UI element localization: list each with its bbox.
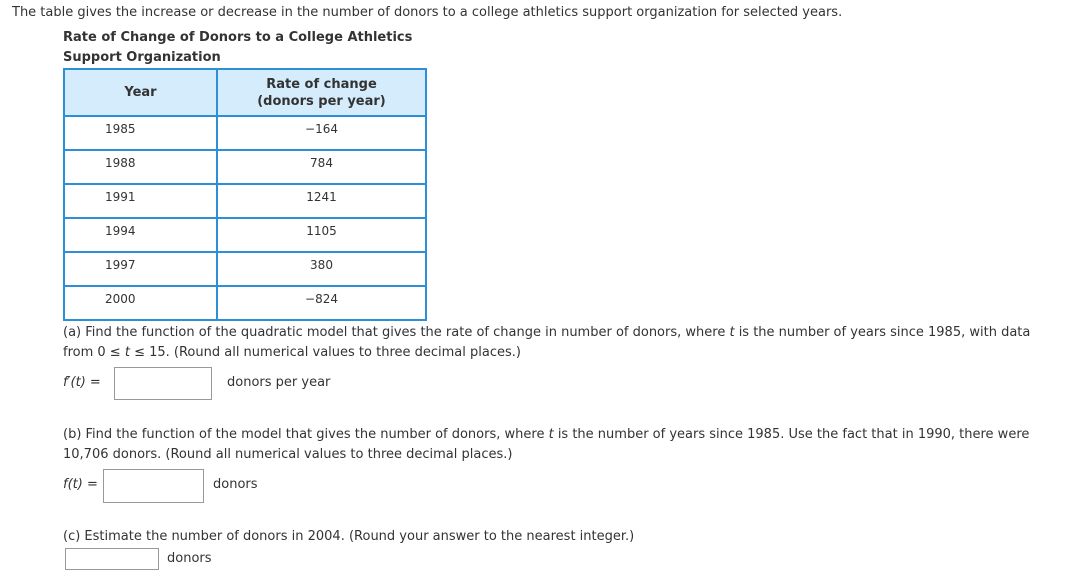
intro-text: The table gives the increase or decrease in the number of donors to a college athletics support organization for selected years. (12, 5, 843, 20)
part-a-text: (a) Find the function of the quadratic model that gives the rate of change in number of donors, where (63, 325, 730, 340)
donors-table (63, 68, 427, 321)
part-c-year: 2004 (307, 529, 341, 544)
rate-cell: −824 (217, 286, 426, 320)
rate-cell: 1105 (217, 218, 426, 252)
part-b-text-cont: is the number of years since 1985. Use the fact that in 1990, there were (553, 427, 1030, 442)
equals-sign: = (89, 375, 101, 390)
part-a-domain-text: from 0 ≤ (63, 345, 125, 360)
part-b-text: (b) Find the function of the model that gives the number of donors, where (63, 427, 549, 442)
part-b-unit: donors (213, 477, 258, 492)
variable-t: t (729, 325, 735, 340)
part-c-text-cont: . (Round your answer to the nearest integer.) (340, 529, 635, 544)
table-title-cont: Support Organization (63, 50, 221, 65)
column-header-rate-line1: Rate of change (266, 76, 377, 92)
part-a-unit: donors per year (227, 375, 331, 390)
year-cell: 1994 (64, 218, 217, 252)
table-row (64, 116, 426, 150)
column-header-year: Year (64, 69, 217, 116)
variable-t: t (548, 427, 554, 442)
part-a-question (63, 325, 1030, 340)
part-a-answer-input[interactable] (114, 367, 212, 400)
year-cell: 2000 (64, 286, 217, 320)
year-cell: 1988 (64, 150, 217, 184)
column-header-rate (217, 69, 426, 116)
year-cell: 1985 (64, 116, 217, 150)
f-prime-label: f′(t) (63, 375, 86, 390)
part-c-text: (c) Estimate the number of donors in (63, 529, 308, 544)
part-a-round-text: ≤ 15. (Round all numerical values to three decimal places.) (129, 345, 521, 360)
table-header-row (64, 69, 426, 116)
table-row (64, 252, 426, 286)
part-b-question-line2: 10,706 donors. (Round all numerical values to three decimal places.) (63, 447, 513, 462)
part-c-question (63, 529, 634, 544)
table-title: Rate of Change of Donors to a College Athletics (63, 30, 413, 45)
part-b-question (63, 427, 1029, 442)
rate-cell: 380 (217, 252, 426, 286)
rate-cell: −164 (217, 116, 426, 150)
part-b-function-label (63, 477, 98, 492)
part-c-unit: donors (167, 551, 212, 566)
rate-cell: 784 (217, 150, 426, 184)
variable-t: t (124, 345, 130, 360)
table-row (64, 286, 426, 320)
table-row (64, 218, 426, 252)
year-cell: 1991 (64, 184, 217, 218)
equals-sign: = (86, 477, 98, 492)
column-header-rate-line2: (donors per year) (257, 93, 386, 109)
part-c-answer-input[interactable] (65, 548, 159, 570)
rate-cell: 1241 (217, 184, 426, 218)
f-label: f(t) (63, 477, 83, 492)
part-a-function-label (63, 375, 101, 390)
table-row (64, 150, 426, 184)
part-a-text-cont: is the number of years since 1985, with data (734, 325, 1031, 340)
table-row (64, 184, 426, 218)
year-cell: 1997 (64, 252, 217, 286)
part-b-answer-input[interactable] (103, 469, 204, 503)
part-a-question-line2 (63, 345, 521, 360)
